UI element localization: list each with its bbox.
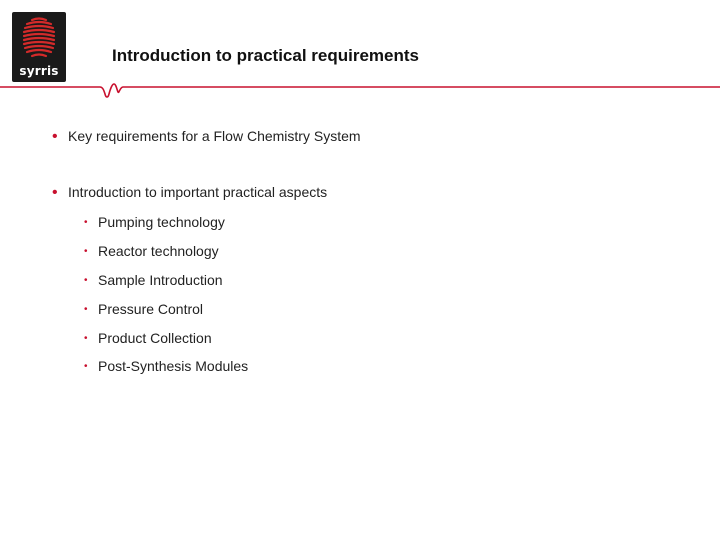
header-divider [0, 80, 720, 104]
sub-bullet-item [84, 358, 248, 374]
syrris-logo [12, 12, 66, 82]
sub-bullet-text: Product Collection [98, 330, 212, 346]
sub-bullet-text: Pressure Control [98, 301, 204, 317]
sub-bullet-dot-icon: • [84, 246, 88, 257]
sub-bullet-item [84, 301, 203, 317]
sub-bullet-text: Post-Synthesis Modules [98, 358, 249, 374]
coil-logo-icon [12, 12, 66, 64]
bullet-item [52, 184, 327, 202]
sub-bullet-item [84, 214, 225, 230]
bullet-item [52, 128, 361, 146]
sub-bullet-dot-icon: • [84, 333, 88, 344]
sub-bullet-item [84, 243, 219, 259]
sub-bullet-dot-icon: • [84, 275, 88, 286]
logo-wordmark: syrris [19, 64, 59, 78]
sub-bullet-text: Reactor technology [98, 243, 219, 259]
bullet-dot-icon: • [52, 184, 58, 201]
bullet-dot-icon: • [52, 128, 58, 145]
sub-bullet-text: Pumping technology [98, 214, 225, 230]
sub-bullet-item [84, 330, 212, 346]
sub-bullet-dot-icon: • [84, 217, 88, 228]
slide-title: Introduction to practical requirements [112, 46, 419, 65]
sub-bullet-dot-icon: • [84, 304, 88, 315]
bullet-text: Introduction to important practical aspects [68, 184, 328, 200]
sub-bullet-item [84, 272, 223, 288]
sub-bullet-dot-icon: • [84, 361, 88, 372]
sub-bullet-text: Sample Introduction [98, 272, 223, 288]
bullet-text: Key requirements for a Flow Chemistry System [68, 128, 361, 144]
